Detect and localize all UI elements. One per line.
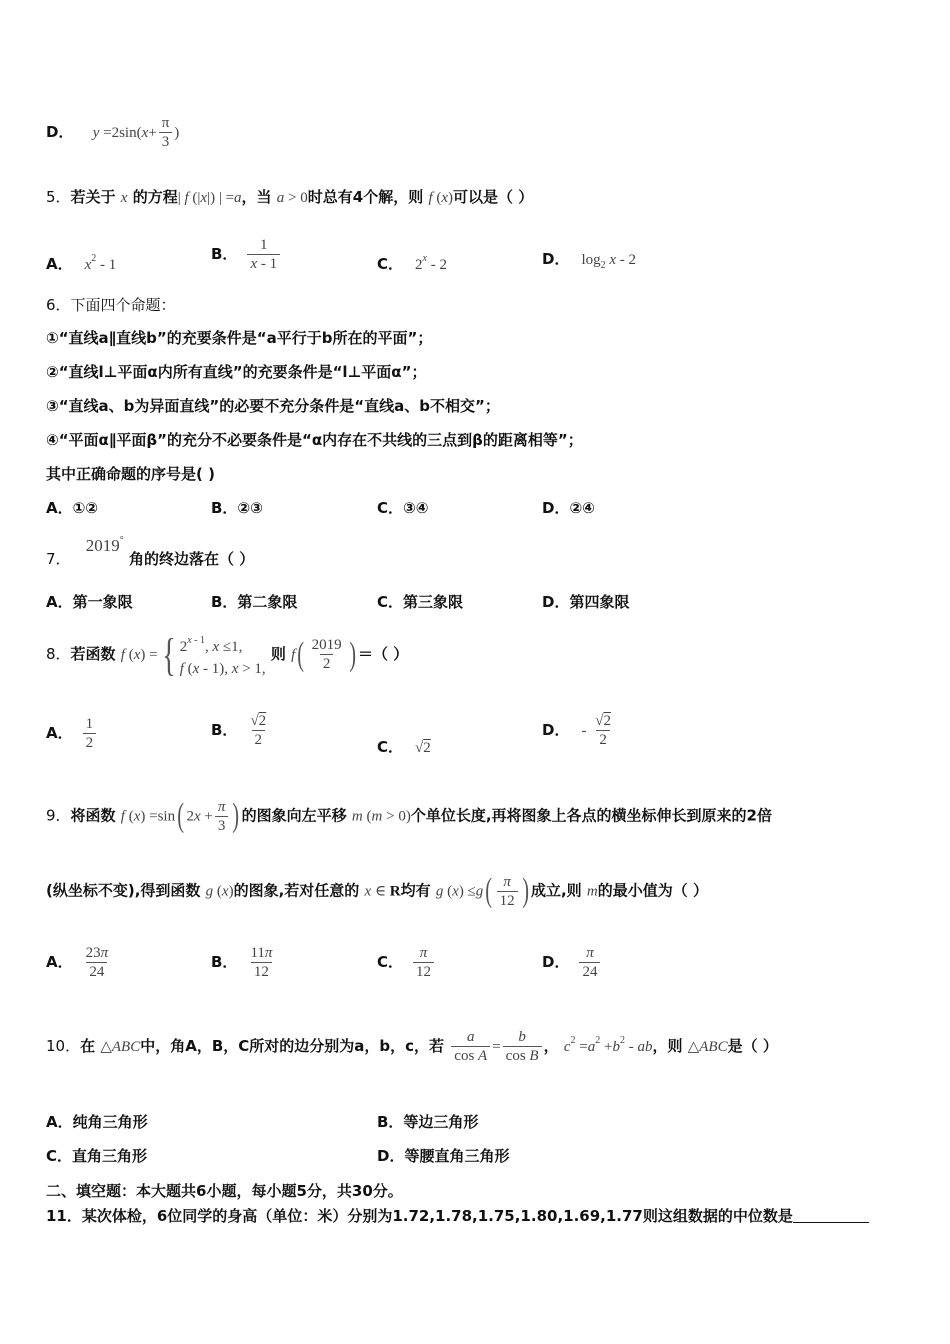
q6-title: 6．下面四个命题： [46,296,176,314]
q7-option-c: C．第三象限 [377,593,464,611]
q4-option-d: D． y =2sin(x+ $\frac{\pi}{3}$ ) [46,115,180,150]
q6-proposition-1: ①“直线a∥直线b”的充要条件是“a平行于b所在的平面”； [46,329,433,347]
q6-option-c: C．③④ [377,499,429,517]
q5-option-c: C． 2$^x$ - 2 [377,253,447,273]
section-2-heading: 二、填空题：本大题共6小题，每小题5分，共30分。 [46,1182,403,1200]
q7-option-a: A．第一象限 [46,593,133,611]
q10-stem: 10．在 △ABC中，角A，B，C所对的边分别为a，b，c，若 $\frac{a}{\text{cos A}}$ = $\frac{b}{\text{cos B}}$ ， $c^2 =a^2 +b^2$ - ab，则 △ABC是（ ） [46,1029,778,1064]
q6-proposition-4: ④“平面α∥平面β”的充分不必要条件是“α内存在不共线的三点到β的距离相等”； [46,431,583,449]
q10-option-b: B．等边三角形 [377,1113,479,1131]
q6-option-b: B．②③ [211,499,263,517]
q7-option-d: D．第四象限 [542,593,630,611]
q9-option-d: D． $\frac{\pi}{24}$ [542,944,602,981]
q10-option-d: D．等腰直角三角形 [377,1147,510,1165]
q9-option-b: B． $\frac{11\pi}{12}$ [211,945,273,980]
q6-proposition-2: ②“直线l⊥平面α内所有直线”的充要条件是“l⊥平面α”； [46,363,427,381]
q11-stem: 11．某次体检，6位同学的身高（单位：米）分别为1.72,1.78,1.75,1.80,1.69,1.77则这组数据的中位数是 [46,1205,869,1227]
q8-option-c: C． √2 [377,738,431,756]
q8-stem: 8．若函数 f (x) ={ 2$^{x - 1}$, x ≤1, f (x - 1), x > 1, 则 f( $\frac{2019}{2}$ ) ＝（ ） [46,629,409,680]
q6-question: 其中正确命题的序号是( ) [46,465,215,483]
q10-option-c: C．直角三角形 [46,1147,148,1165]
q9-option-a: A． $\frac{23\pi}{24}$ [46,945,109,980]
q5-option-d: D． $\log_2 x - 2$ [542,250,637,271]
q6-proposition-3: ③“直线a、b为异面直线”的必要不充分条件是“直线a、b不相交”； [46,397,500,415]
q5-option-b: B． $\frac{1}{x - 1}$ [211,236,282,273]
q8-option-b: B． $\frac{√2}{2}$ [211,713,267,748]
q11-answer-blank[interactable] [793,1208,869,1223]
q9-option-c: C． $\frac{\pi}{12}$ [377,944,436,981]
q6-option-d: D．②④ [542,499,595,517]
q5-option-a: A． $x^2 - 1$ [46,253,117,273]
q8-option-d: D． - $\frac{√2}{2}$ [542,713,611,748]
q8-option-a: A． $\frac{1}{2}$ [46,715,98,752]
q7-option-b: B．第二象限 [211,593,298,611]
q9-stem-line1: 9．将函数 f (x) =sin( 2x + $\frac{\pi}{3}$ ) 的图象向左平移 m (m > 0)个单位长度,再将图象上各点的横坐标伸长到原来的2倍 [46,797,772,834]
q9-stem-line2: (纵坐标不变),得到函数 g (x)的图象,若对任意的 x ∈ R均有 g (x) ≤g( $\frac{\pi}{12}$ ) 成立,则 m的最小值为（ ） [46,872,708,909]
q5-stem: 5．若关于 x 的方程| f (|x|) | =a，当 a > 0时总有4个解，则 f (x)可以是（ ） [46,188,534,206]
q10-option-a: A．纯角三角形 [46,1113,148,1131]
q7-stem: 7． 2019° 角的终边落在（ ） [46,535,255,568]
q6-option-a: A．①② [46,499,99,517]
